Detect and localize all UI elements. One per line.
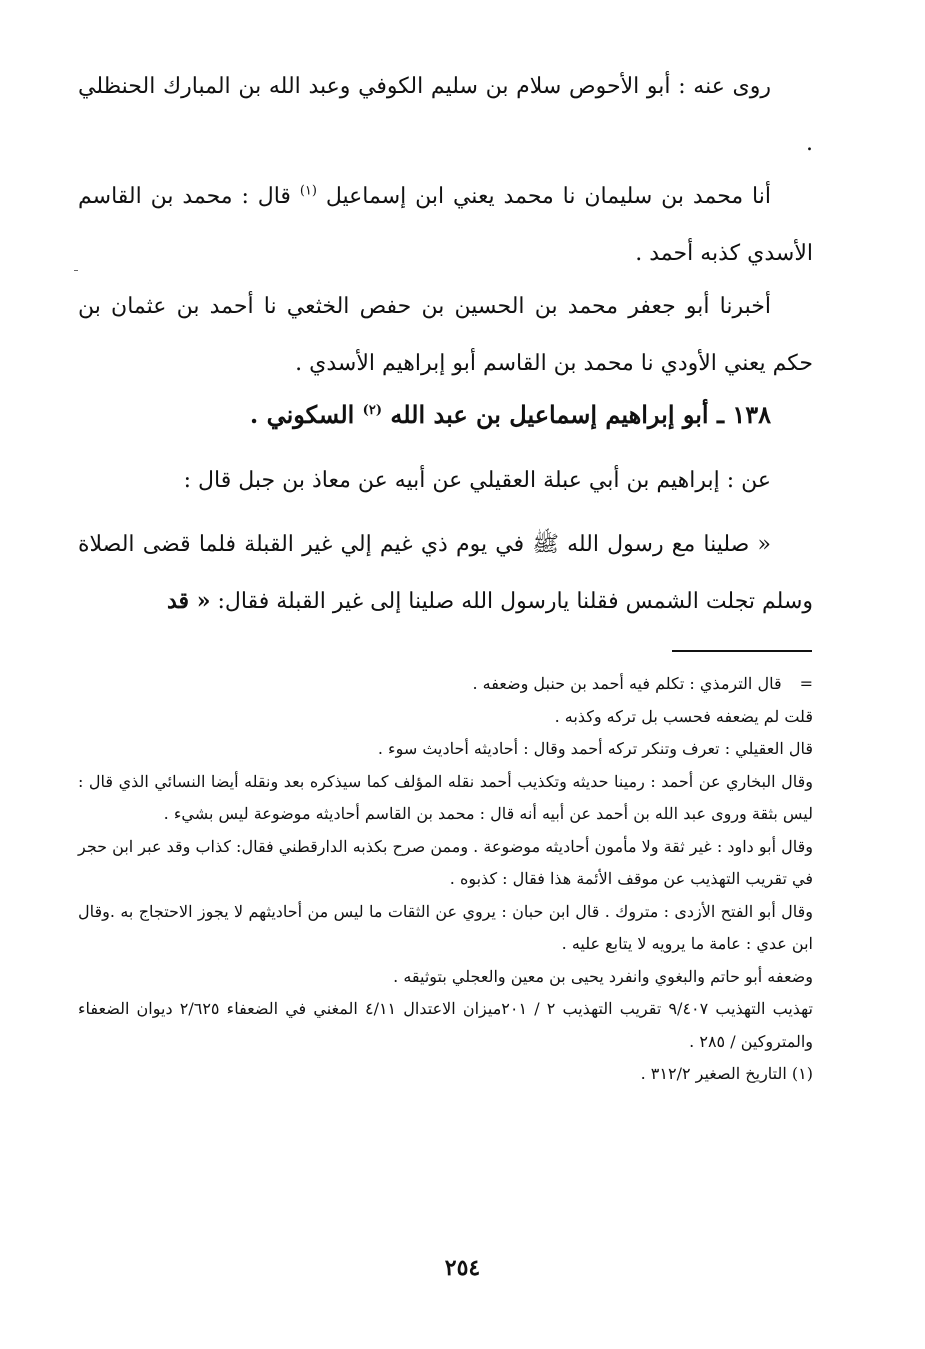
page-number: ٢٥٤ (444, 1255, 481, 1281)
entry-heading-text-a: ١٣٨ ـ أبو إبراهيم إسماعيل بن عبد الله (390, 400, 771, 429)
main-text-4 (78, 386, 813, 443)
paragraph-isnad-2 (78, 278, 813, 392)
footnote-line-4: وقال البخاري عن أحمد : رمينا حديثه وتكذيب أحمد نقله المؤلف كما سيذكره بعد ونقله أيضا النسائي الذي قال : ليس بثقة وروى عبد الله بن أحمد عن أبيه أنه قال : محمد بن القاسم أحاديثه موضوعة ليس بشيء . (78, 771, 813, 823)
hadith-continuation: « قد (167, 588, 211, 614)
footnote-line-6: وقال أبو الفتح الأزدى : متروك . قال ابن حبان : يروي عن الثقات ما ليس من أحاديثهم لا يجوز الاحتجاج به .وقال ابن عدي : عامة ما يرويه لا يتابع عليه . (78, 901, 814, 953)
paragraph-hadith (78, 516, 813, 630)
entry-heading (78, 386, 813, 443)
chain-text: عن : إبراهيم بن أبي عبلة العقيلي عن أبيه عن معاذ بن جبل قال : (183, 468, 771, 493)
footnote-line-3: قال العقيلي : تعرف وتنكر تركه أحمد وقال : أحاديثه أحاديث سوء . (377, 739, 813, 758)
paragraph-chain (78, 452, 813, 509)
paragraph-narrators (78, 58, 813, 172)
main-text-2 (78, 168, 813, 282)
footnote-separator (672, 650, 812, 652)
isnad-1-text-a: أنا محمد بن سليمان نا محمد يعني ابن إسماعيل (325, 184, 771, 209)
main-text-3 (78, 278, 813, 392)
narrators-line-end: الحنظلي . (78, 74, 813, 156)
footnote-text-1: قال الترمذي : تكلم فيه أحمد بن حنبل وضعفه . (472, 674, 782, 693)
narrators-line: روى عنه : أبو الأحوص سلام بن سليم الكوفي وعبد الله بن المبارك (163, 74, 771, 99)
paragraph-isnad-1 (78, 168, 813, 282)
entry-heading-text-b: السكوني . (249, 400, 355, 429)
footnote-ref-2[interactable]: (٢) (362, 403, 382, 418)
footnote-line-8: تهذيب التهذيب ٩/٤٠٧ تقريب التهذيب ٢ / ٢٠١ميزان الاعتدال ٤/١١ المغني في الضعفاء ٢/٦٢٥ ديوان الضعفاء والمتروكين / ٢٨٥ . (78, 999, 813, 1051)
continuation-mark: = (799, 674, 813, 693)
isnad-1-text-b: قال : محمد بن القاسم الأسدي كذبه أحمد . (78, 184, 813, 266)
main-text (78, 58, 813, 172)
footnote-line-7: وضعفه أبو حاتم والبغوي وانفرد يحيى بن معين والعجلي بتوثيقه . (393, 966, 813, 986)
main-text-5 (78, 452, 813, 509)
isnad-2-text: أخبرنا أبو جعفر محمد بن الحسين بن حفص الخثعي نا أحمد بن عثمان بن حكم يعني الأودي نا محمد بن القاسم أبو إبراهيم الأسدي . (78, 294, 813, 376)
footnote-line-9: (١) التاريخ الصغير ٣١٢/٢ . (640, 1064, 813, 1083)
main-text-6 (78, 516, 813, 630)
footnote-line-5: وقال أبو داود : غير ثقة ولا مأمون أحاديثه موضوعة . وممن صرح بكذبه الدارقطني فقال: كذاب وقد عبر ابن حجر في تقريب التهذيب عن موقف الأئمة هذا فقال : كذبوه . (78, 836, 814, 888)
footnote-ref-1[interactable]: (١) (299, 183, 317, 199)
hadith-text: « صلينا مع رسول الله ﷺ في يوم ذي غيم إلي غير القبلة فلما قضى الصلاة وسلم تجلت الشمس فقلنا يارسول الله صلينا إلى غير القبلة فقال: (78, 532, 813, 614)
footnote-line-2: قلت لم يضعفه فحسب بل تركه وكذبه . (554, 706, 813, 726)
footnote-line-1 (78, 668, 813, 701)
footnotes (78, 668, 813, 1091)
